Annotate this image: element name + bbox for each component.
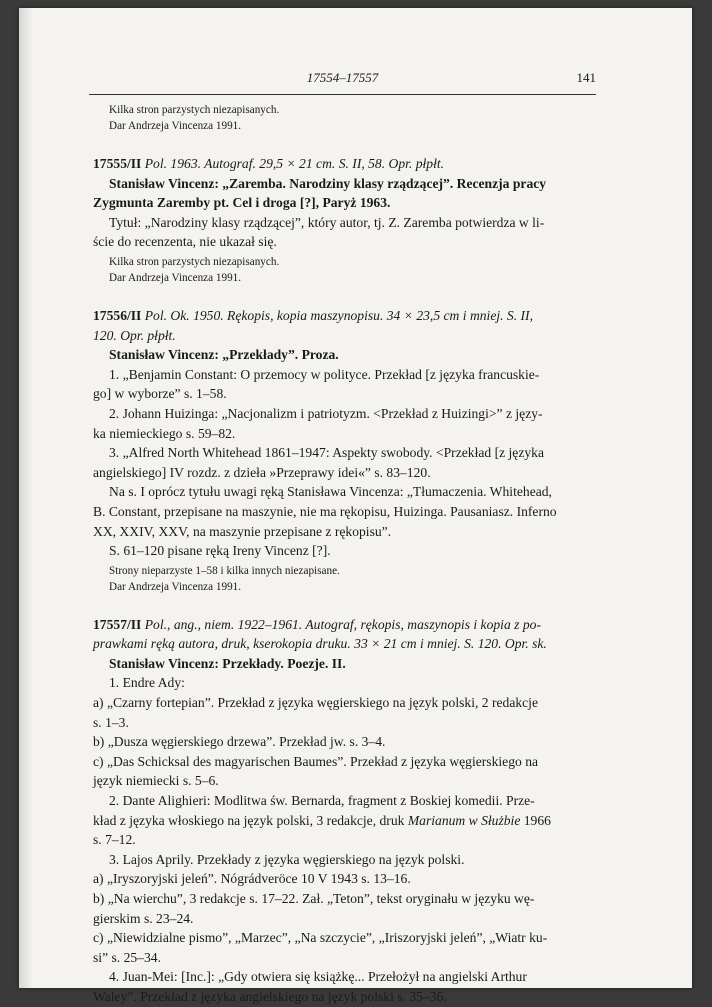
entry-text: 3. „Alfred North Whitehead 1861–1947: Aspekty swobody. <Przekład [z języka: [109, 445, 545, 461]
entry-text: ście do recenzenta, nie ukazał się.: [93, 234, 277, 250]
document-page: [19, 8, 692, 1004]
page-number: 141: [576, 70, 596, 85]
entry-text: 2. Dante Alighieri: Modlitwa św. Bernarda, fragment z Boskiej komedii. Prze-: [109, 793, 535, 809]
entry-text: gierskim s. 23–24.: [93, 910, 194, 926]
entry-heading: [93, 154, 593, 174]
entry-text: go] w wyborze” s. 1–58.: [93, 386, 227, 402]
entry-text: b) „Dusza węgierskiego drzewa”. Przekład jw. s. 3–4.: [93, 734, 386, 750]
entry-heading: [93, 615, 593, 635]
entry-title: Zygmunta Zaremby pt. Cel i droga [?], Paryż 1963.: [93, 195, 391, 211]
entry-description: Pol. Ok. 1950. Rękopis, kopia maszynopisu. 34 × 23,5 cm i mniej. S. II,: [144, 307, 533, 323]
note-line: Dar Andrzeja Vincenza 1991.: [109, 271, 242, 284]
entry-description: Pol. 1963. Autograf. 29,5 × 21 cm. S. II, 58. Opr. płpłt.: [144, 156, 445, 171]
entry-text: 1. Endre Ady:: [109, 675, 185, 691]
entry-text: ka niemieckiego s. 59–82.: [93, 425, 236, 441]
note-line: Dar Andrzeja Vincenza 1991.: [109, 120, 242, 132]
entry-text: S. 61–120 pisane ręką Ireny Vincenz [?].: [109, 543, 331, 559]
entry-text: XX, XXIV, XXV, na maszynie przepisane z rękopisu”.: [93, 523, 392, 539]
entry-text: język niemiecki s. 5–6.: [93, 773, 219, 789]
entry-text: kład z języka włoskiego na język polski, 3 redakcje, druk Marianum w Służbie 1966: [93, 812, 551, 828]
entry-text: b) „Na wierchu”, 3 redakcje s. 17–22. Zał. „Teton”, tekst oryginału w języku wę-: [93, 891, 535, 906]
entry-text: 1. „Benjamin Constant: O przemocy w polityce. Przekład [z języka francuskie-: [109, 366, 540, 382]
entry-number: 17557/II: [93, 616, 142, 632]
entry-text: B. Constant, przepisane na maszynie, nie ma rękopisu, Huizinga. Pausaniasz. Inferno: [93, 503, 557, 519]
entry-text: Tytuł: „Narodziny klasy rządzącej”, który autor, tj. Z. Zaremba potwierdza w li-: [109, 214, 545, 230]
entry-text: c) „Das Schicksal des magyarischen Baumes”. Przekład z języka węgierskiego na: [93, 753, 539, 769]
note-line: Kilka stron parzystych niezapisanych.: [109, 104, 280, 116]
header-entry-range: 17554–17557: [306, 70, 379, 85]
entry-description: 120. Opr. płpłt.: [93, 327, 176, 343]
publication-title: Marianum w Służbie: [407, 812, 521, 828]
catalog-entry-17555: [93, 154, 593, 286]
entry-text: Waley”. Przekład z języka angielskiego na język polski s. 35–36.: [93, 988, 447, 1004]
page-fold-shadow: [19, 8, 33, 988]
entry-text: s. 7–12.: [93, 832, 136, 848]
entry-title: Stanisław Vincenz: „Przekłady”. Proza.: [109, 347, 339, 363]
entry-description: Pol., ang., niem. 1922–1961. Autograf, rękopis, maszynopis i kopia z po-: [144, 616, 541, 632]
entry-title: Stanisław Vincenz: „Zaremba. Narodziny klasy rządzącej”. Recenzja pracy: [109, 175, 547, 191]
entry-title: Stanisław Vincenz: Przekłady. Poezje. II.: [109, 655, 346, 671]
catalog-entry-17557: [93, 615, 593, 1007]
entry-text: c) „Niewidzialne pismo”, „Marzec”, „Na szczycie”, „Iriszoryjski jeleń”, „Wiatr ku-: [93, 930, 548, 946]
entry-text: s. 1–3.: [93, 714, 129, 730]
catalog-entry-17556: [93, 306, 593, 595]
note-line: Kilka stron parzystych niezapisanych.: [109, 255, 280, 268]
page-content: [93, 102, 593, 1007]
entry-description: prawkami ręką autora, druk, kserokopia druku. 33 × 21 cm i mniej. S. 120. Opr. sk.: [93, 636, 547, 652]
entry-text: Na s. I oprócz tytułu uwagi ręką Stanisława Vincenza: „Tłumaczenia. Whitehead,: [109, 484, 552, 500]
entry-text: a) „Iryszoryjski jeleń”. Nógrádveröce 10 V 1943 s. 13–16.: [93, 871, 411, 887]
entry-number: 17556/II: [93, 307, 142, 323]
entry-text: 4. Juan-Mei: [Inc.]: „Gdy otwiera się książkę... Przełożył na angielski Arthur: [109, 969, 527, 985]
intro-notes: [93, 102, 593, 134]
entry-heading: [93, 306, 593, 326]
entry-text: a) „Czarny fortepian”. Przekład z języka węgierskiego na język polski, 2 redakcje: [93, 695, 538, 711]
note-line: Strony nieparzyste 1–58 i kilka innych niezapisane.: [109, 564, 340, 577]
entry-text: si” s. 25–34.: [93, 949, 161, 965]
entry-text: 2. Johann Huizinga: „Nacjonalizm i patriotyzm. <Przekład z Huizingi>” z języ-: [109, 405, 543, 421]
running-header: [89, 70, 596, 92]
header-rule: [89, 94, 596, 95]
note-line: Dar Andrzeja Vincenza 1991.: [109, 580, 242, 593]
entry-text: angielskiego] IV rozdz. z dzieła »Przeprawy idei«” s. 83–120.: [93, 464, 431, 480]
entry-number: 17555/II: [93, 156, 142, 171]
entry-text: 3. Lajos Aprily. Przekłady z języka węgierskiego na język polski.: [109, 851, 465, 867]
